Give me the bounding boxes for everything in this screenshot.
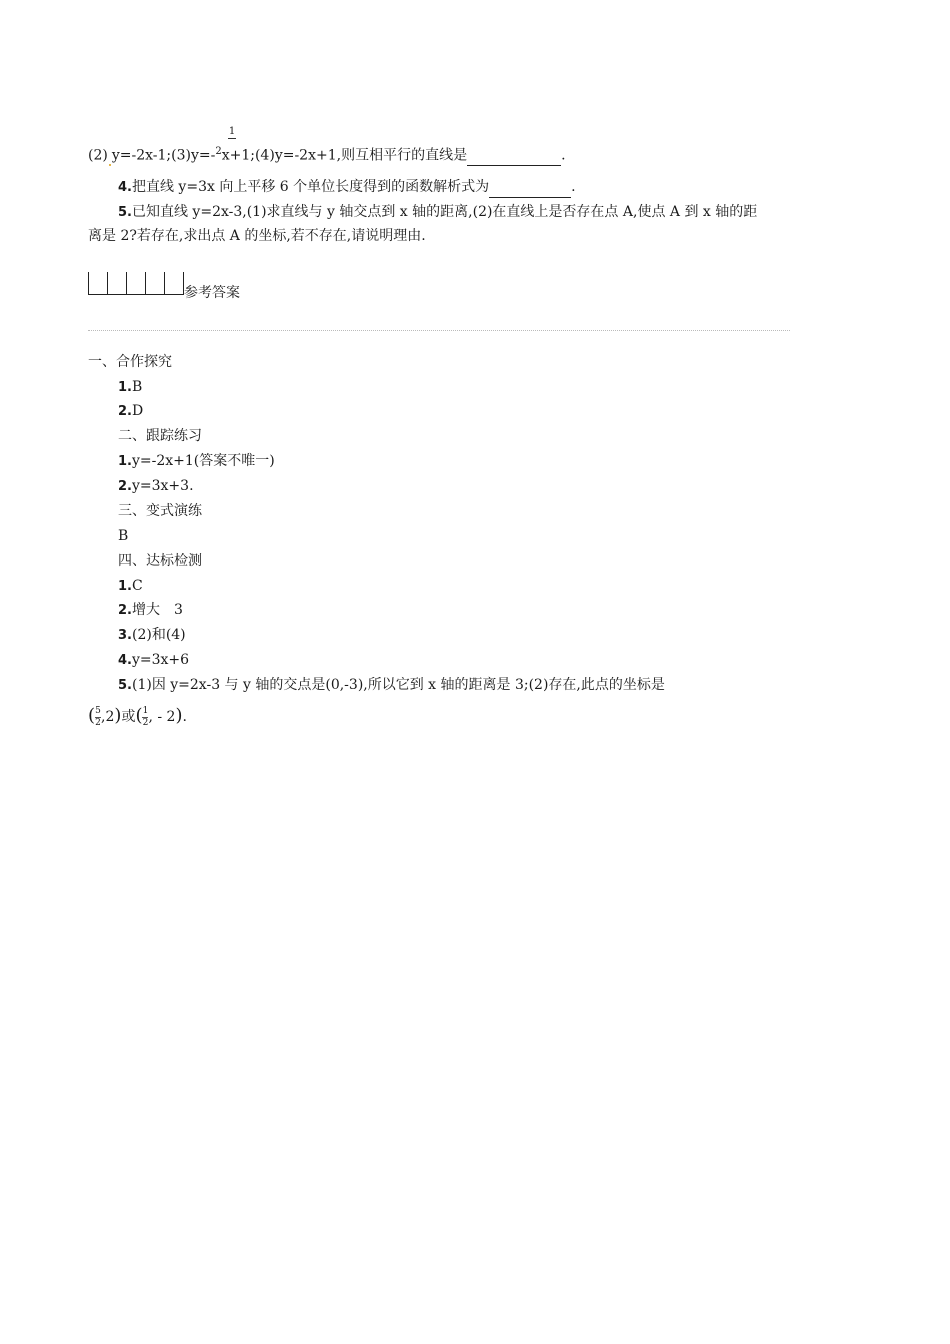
answer-number: 2. bbox=[118, 603, 132, 618]
answer-title: 参考答案 bbox=[184, 285, 240, 301]
answer-value: y=-2x+1(答案不唯一) bbox=[131, 453, 275, 469]
answer-value: 增大 3 bbox=[131, 602, 183, 618]
answer-value: B bbox=[131, 379, 143, 395]
answer-box-decoration bbox=[88, 272, 184, 296]
question-5-text-2: 离是 2?若存在,求出点 A 的坐标,若不存在,请说明理由. bbox=[88, 228, 426, 244]
box-cell bbox=[145, 272, 164, 295]
mark-dot bbox=[109, 164, 111, 166]
answer-value: C bbox=[131, 578, 143, 594]
answer-3: B bbox=[118, 528, 129, 544]
question-5-continued bbox=[88, 226, 426, 246]
answer-end: . bbox=[182, 709, 187, 725]
question-5-text: 已知直线 y=2x-3,(1)求直线与 y 轴交点到 x 轴的距离,(2)在直线上是否存在点 A,使点 A 到 x 轴的距 bbox=[131, 204, 758, 220]
answer-number: 3. bbox=[118, 628, 132, 643]
question-4-text: 把直线 y=3x 向上平移 6 个单位长度得到的函数解析式为 bbox=[131, 179, 490, 195]
answer-value: y=3x+6 bbox=[131, 652, 190, 668]
fraction-five-halves bbox=[95, 707, 101, 728]
or-text: 或 bbox=[121, 709, 136, 725]
item-2-label: (2) bbox=[88, 147, 108, 164]
fraction-numerator: 5 bbox=[95, 705, 101, 716]
answer-value: y=3x+3. bbox=[131, 478, 194, 494]
fraction-one-half-answer bbox=[142, 707, 148, 728]
answer-number: 2. bbox=[118, 479, 132, 494]
answer-4-1 bbox=[118, 576, 143, 597]
line-end: . bbox=[561, 147, 566, 164]
answer-4-4 bbox=[118, 650, 189, 671]
paren-open: ( bbox=[88, 705, 96, 726]
answer-1-1 bbox=[118, 377, 142, 398]
equation-3-prefix: y=- bbox=[190, 147, 216, 164]
box-cell bbox=[107, 272, 126, 295]
answer-blank-translation[interactable] bbox=[489, 183, 571, 198]
answer-blank-parallel[interactable] bbox=[467, 151, 561, 166]
answer-1-2 bbox=[118, 401, 143, 422]
box-cell bbox=[126, 272, 145, 295]
box-cell bbox=[164, 272, 184, 295]
answer-2-1 bbox=[118, 451, 275, 472]
question-5 bbox=[118, 202, 757, 223]
paren-close: ) bbox=[114, 705, 122, 726]
answer-number: 1. bbox=[118, 380, 132, 395]
section-divider bbox=[88, 330, 790, 331]
fraction-numerator: 1 bbox=[142, 705, 149, 716]
fraction-numerator: 1 bbox=[228, 126, 236, 137]
coordinate-y1: 2 bbox=[105, 709, 115, 725]
fraction-bar bbox=[228, 138, 236, 139]
answer-number: 2. bbox=[118, 404, 132, 419]
paren-open: ( bbox=[135, 705, 143, 726]
coordinate-y2: - 2 bbox=[157, 709, 176, 725]
fraction-denominator: 2 bbox=[142, 717, 149, 728]
question-4-number: 4. bbox=[118, 180, 132, 195]
question-5-number: 5. bbox=[118, 205, 132, 220]
fraction-one-half bbox=[228, 127, 236, 140]
answer-value: D bbox=[131, 403, 144, 419]
answer-4-3 bbox=[118, 625, 186, 646]
answer-number: 5. bbox=[118, 678, 132, 693]
question-4-end: . bbox=[571, 179, 576, 195]
answer-number: 4. bbox=[118, 653, 132, 668]
box-cell bbox=[88, 272, 107, 295]
answer-value: (2)和(4) bbox=[131, 627, 186, 643]
equation-2: y=-2x-1;(3) bbox=[111, 147, 191, 164]
section-1-heading: 一、合作探究 bbox=[88, 354, 172, 370]
equation-4: y=-2x+1,则互相平行的直线是 bbox=[274, 147, 468, 164]
paren-close: ) bbox=[175, 705, 183, 726]
answer-2-2 bbox=[118, 476, 194, 497]
answer-4-5 bbox=[118, 675, 665, 696]
answer-value: (1)因 y=2x-3 与 y 轴的交点是(0,-3),所以它到 x 轴的距离是 3;(2)存在,此点的坐标是 bbox=[131, 677, 665, 693]
section-4-heading: 四、达标检测 bbox=[118, 553, 202, 569]
fraction-denominator: 2 bbox=[215, 146, 222, 157]
fraction-denominator: 2 bbox=[95, 717, 101, 728]
question-line-2-4 bbox=[88, 142, 566, 166]
section-2-heading: 二、跟踪练习 bbox=[118, 428, 202, 444]
answer-number: 1. bbox=[118, 579, 132, 594]
equation-3-suffix: x+1;(4) bbox=[221, 147, 275, 164]
section-3-heading: 三、变式演练 bbox=[118, 503, 202, 519]
answer-4-2 bbox=[118, 600, 183, 621]
answer-4-5-coordinates: $(\frac{5}{2},2)$或($\frac{1}{2}$, - 2). bbox=[88, 705, 187, 728]
answer-number: 1. bbox=[118, 454, 132, 469]
question-4 bbox=[118, 177, 576, 198]
